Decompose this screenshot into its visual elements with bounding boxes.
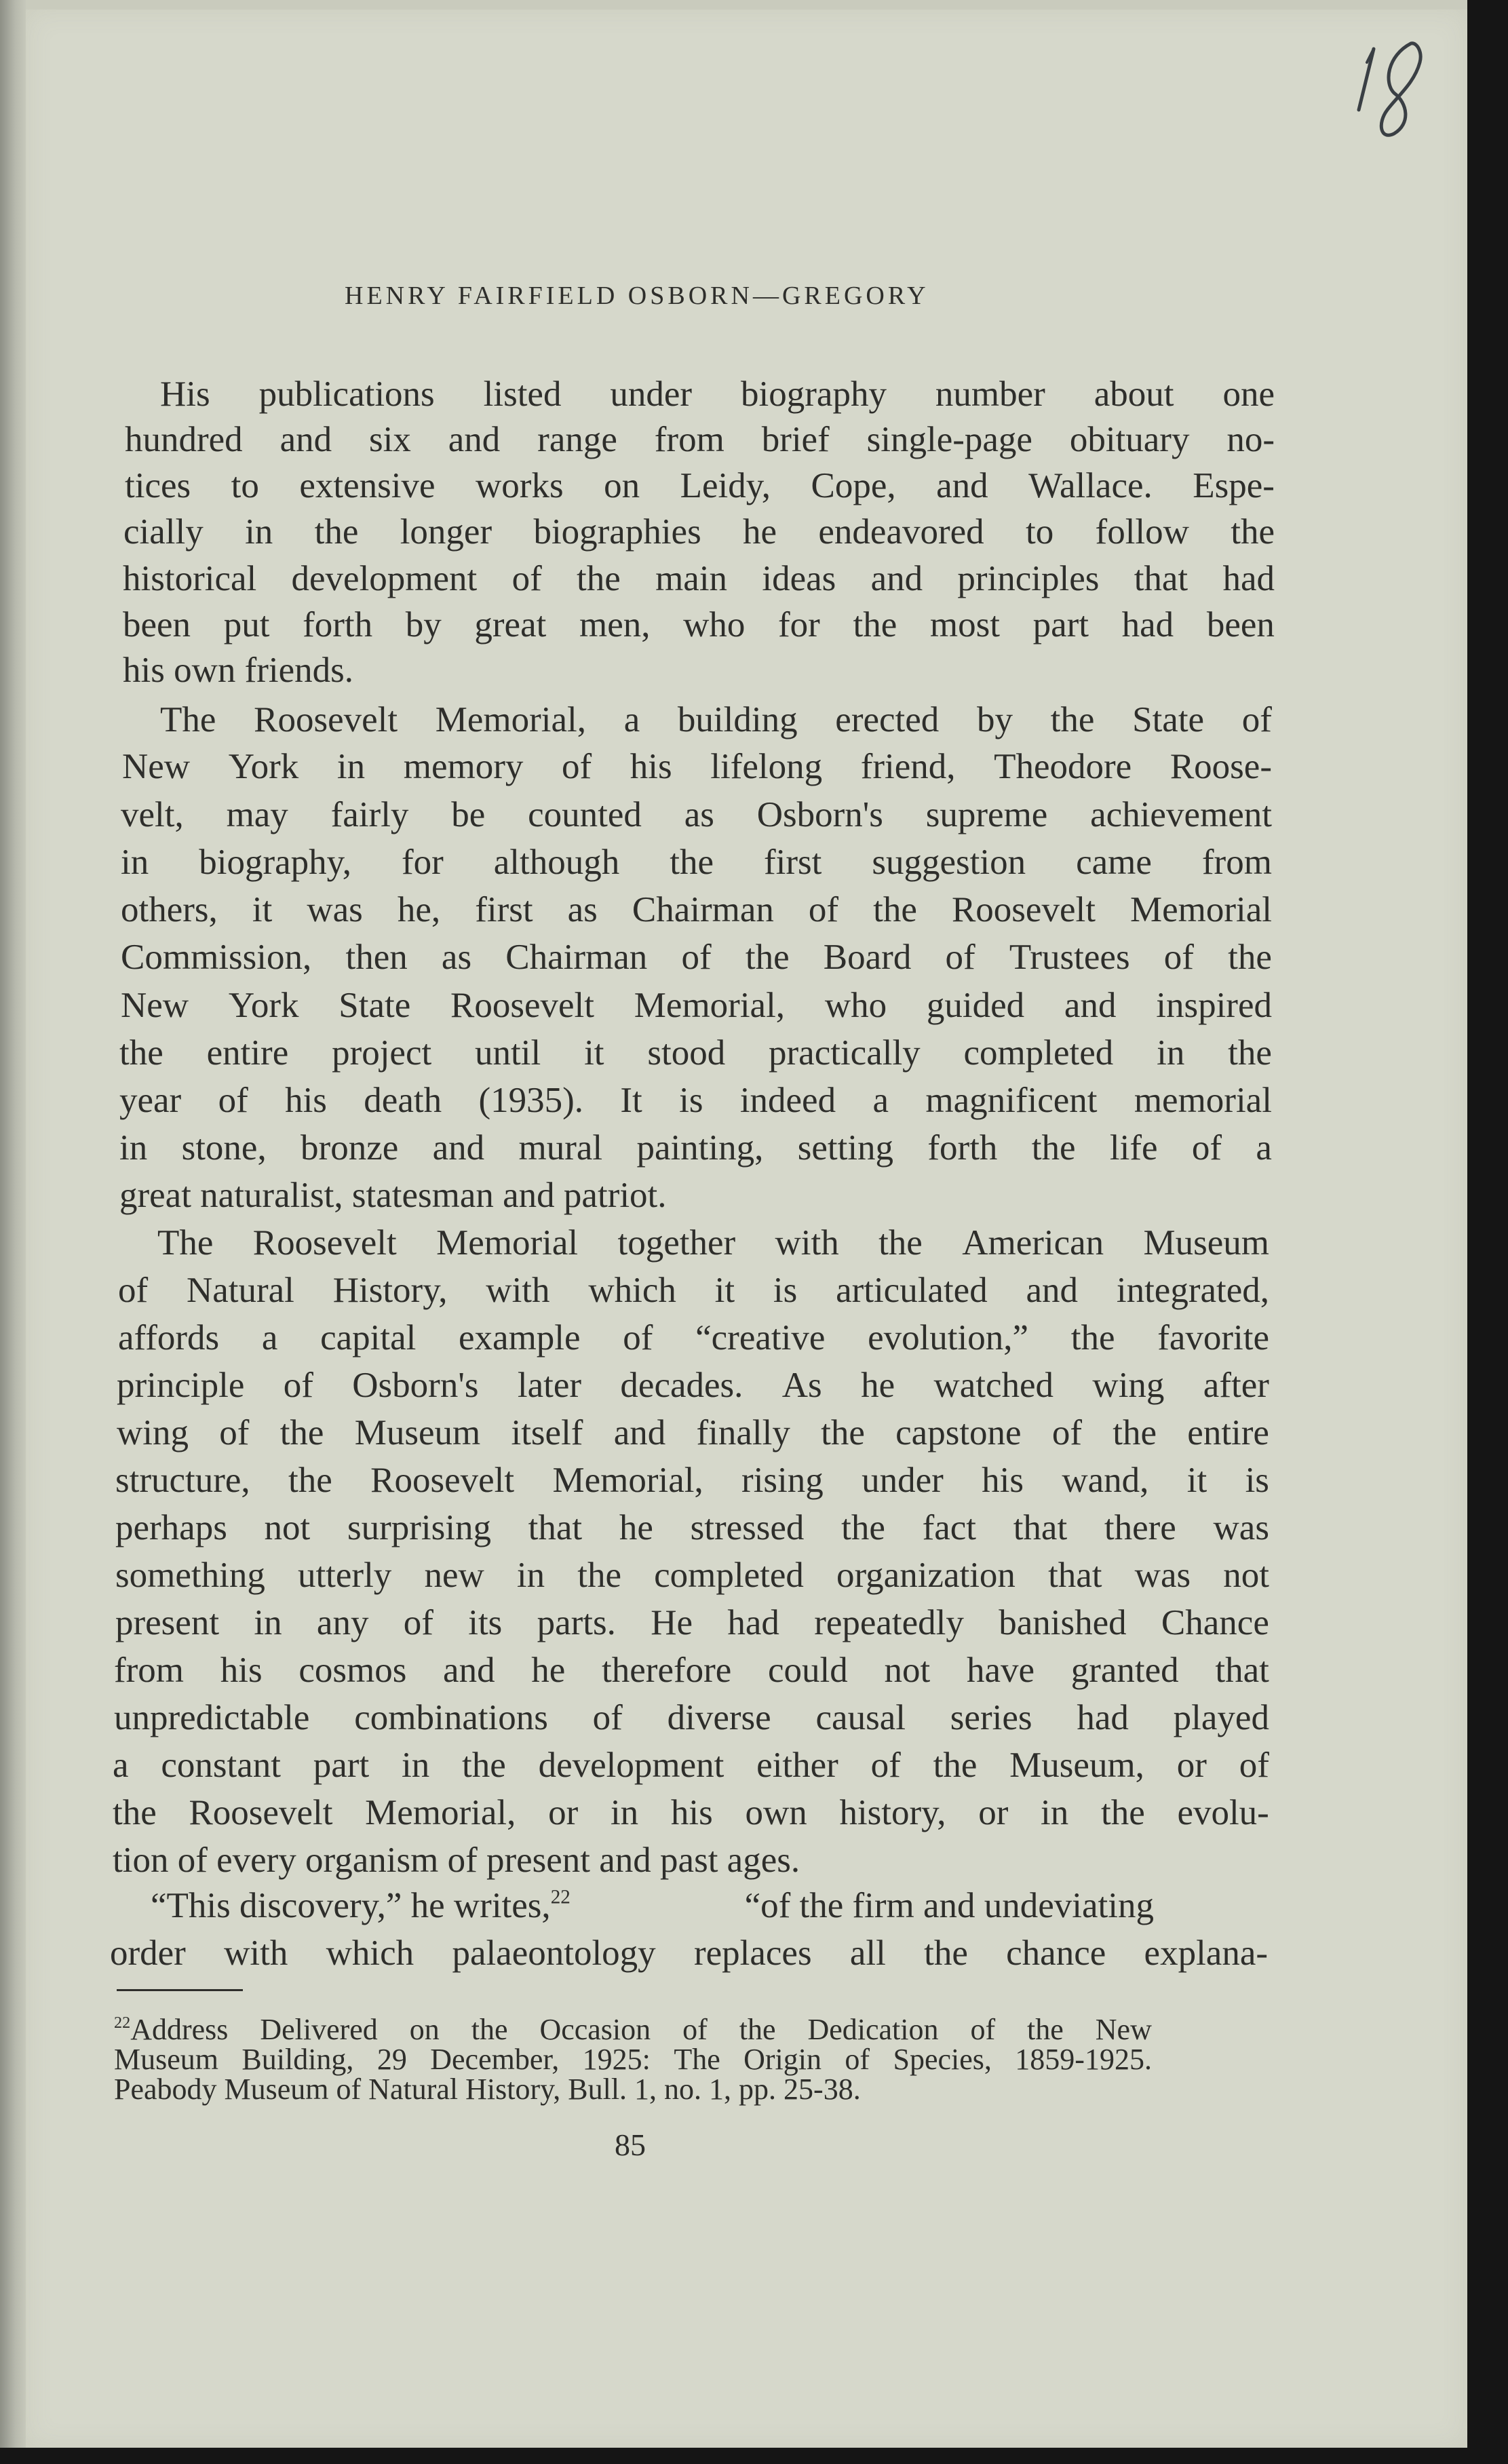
- scan-background-right: [1467, 0, 1508, 2464]
- body-line: unpredictable combinations of diverse causal series had played: [114, 1698, 1269, 1737]
- body-line: a constant part in the development either of the Museum, or of: [113, 1746, 1269, 1785]
- footnote-line: Museum Building, 29 December, 1925: The Origin of Species, 1859-1925.: [114, 2043, 1152, 2076]
- footnote-rule: [117, 1989, 243, 1991]
- body-line: principle of Osborn's later decades. As he watched wing after: [117, 1366, 1269, 1405]
- body-line: The Roosevelt Memorial, a building erected by the State of: [160, 700, 1272, 739]
- body-line: the entire project until it stood practically completed in the: [119, 1033, 1272, 1073]
- page-number: 85: [615, 2128, 646, 2162]
- footnote-marker: 22: [114, 2014, 131, 2033]
- body-line: from his cosmos and he therefore could not have granted that: [114, 1651, 1269, 1690]
- body-line: of Natural History, with which it is articulated and integrated,: [118, 1271, 1269, 1310]
- body-line: New York State Roosevelt Memorial, who guided and inspired: [121, 986, 1272, 1025]
- body-line: his own friends.: [123, 651, 354, 690]
- body-line-part: “This discovery,” he writes,$^{22}$: [151, 1886, 571, 1925]
- body-line: New York in memory of his lifelong friend, Theodore Roose-: [122, 747, 1272, 786]
- body-line: present in any of its parts. He had repeatedly banished Chance: [115, 1603, 1269, 1642]
- body-line: hundred and six and range from brief single-page obituary no-: [125, 420, 1275, 459]
- body-line: affords a capital example of “creative evolution,” the favorite: [118, 1318, 1269, 1358]
- body-line: in biography, for although the first suggestion came from: [121, 843, 1272, 882]
- body-line: been put forth by great men, who for the most part had been: [123, 605, 1275, 644]
- scan-background-bottom: [0, 2448, 1508, 2464]
- body-line: cially in the longer biographies he endeavored to follow the: [123, 512, 1275, 552]
- body-line: structure, the Roosevelt Memorial, rising under his wand, it is: [115, 1461, 1269, 1500]
- body-line: His publications listed under biography number about one: [160, 374, 1275, 414]
- body-line: Commission, then as Chairman of the Board of Trustees of the: [121, 938, 1272, 977]
- body-line: perhaps not surprising that he stressed the fact that there was: [115, 1508, 1269, 1547]
- body-line-with-footnote-ref: [151, 1888, 1154, 1924]
- footnote-line: $^{22}$Address Delivered on the Occasion of the Dedication of the New: [114, 2013, 1152, 2046]
- body-line: wing of the Museum itself and finally the capstone of the entire: [117, 1413, 1269, 1452]
- body-line: in stone, bronze and mural painting, setting forth the life of a: [119, 1128, 1272, 1168]
- body-line: The Roosevelt Memorial together with the American Museum: [157, 1223, 1269, 1263]
- body-line: the Roosevelt Memorial, or in his own history, or in the evolu-: [113, 1793, 1269, 1832]
- footnote-reference: 22: [550, 1886, 571, 1908]
- body-line: others, it was he, first as Chairman of the Roosevelt Memorial: [121, 890, 1272, 929]
- body-line: tion of every organism of present and past ages.: [113, 1841, 800, 1880]
- body-line: order with which palaeontology replaces all the chance explana-: [110, 1933, 1268, 1973]
- footnote-line: Peabody Museum of Natural History, Bull. 1, no. 1, pp. 25-38.: [114, 2073, 861, 2106]
- running-head: HENRY FAIRFIELD OSBORN—GREGORY: [345, 282, 929, 310]
- body-line-part: “of the firm and undeviating: [744, 1886, 1154, 1925]
- body-line: historical development of the main ideas and principles that had: [123, 559, 1275, 598]
- body-line: velt, may fairly be counted as Osborn's supreme achievement: [121, 795, 1272, 834]
- page-gutter-shadow: [0, 0, 26, 2464]
- body-line: something utterly new in the completed organization that was not: [115, 1556, 1269, 1595]
- body-line: tices to extensive works on Leidy, Cope, and Wallace. Espe-: [125, 466, 1275, 505]
- handwritten-page-mark: [1347, 35, 1428, 151]
- body-line: great naturalist, statesman and patriot.: [119, 1176, 667, 1215]
- body-line: year of his death (1935). It is indeed a magnificent memorial: [119, 1081, 1272, 1120]
